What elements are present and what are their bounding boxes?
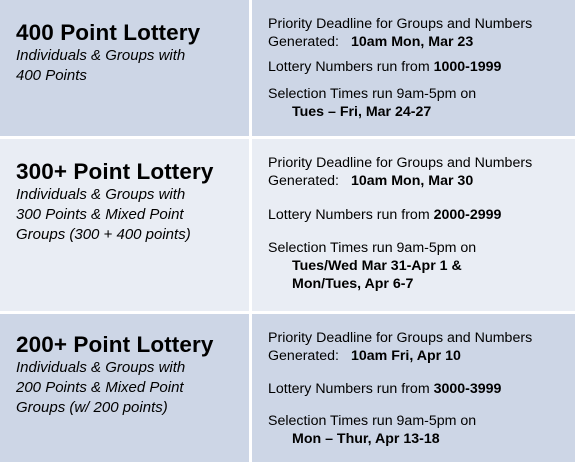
lottery-title: 400 Point Lottery [16, 20, 201, 45]
lottery-eligibility: Individuals & Groups with [16, 359, 186, 376]
numbers-label: Lottery Numbers run from [268, 59, 430, 75]
lottery-eligibility: Individuals & Groups with [16, 186, 186, 203]
lottery-eligibility: 300 Points & Mixed Point [16, 206, 184, 223]
deadline-line [268, 172, 473, 190]
deadline-line [268, 347, 461, 365]
lottery-name-cell [0, 139, 252, 311]
lottery-row-400 [0, 0, 575, 136]
lottery-details-cell [252, 314, 575, 462]
lottery-eligibility: 200 Points & Mixed Point [16, 379, 184, 396]
lottery-name-cell [0, 0, 252, 136]
deadline-label: Generated: [268, 348, 339, 364]
numbers-line [268, 380, 501, 398]
numbers-label: Lottery Numbers run from [268, 207, 430, 223]
selection-dates: Tues/Wed Mar 31-Apr 1 & [292, 258, 462, 274]
numbers-line [268, 58, 501, 76]
lottery-details-cell [252, 139, 575, 311]
lottery-title: 300+ Point Lottery [16, 159, 214, 184]
deadline-label: Generated: [268, 34, 339, 50]
lottery-title: 200+ Point Lottery [16, 332, 214, 357]
selection-label: Selection Times run 9am-5pm on [268, 86, 477, 102]
lottery-eligibility: Groups (w/ 200 points) [16, 399, 168, 416]
selection-dates: Mon/Tues, Apr 6-7 [292, 276, 414, 292]
lottery-row-300 [0, 139, 575, 311]
numbers-range: 3000-3999 [433, 381, 502, 397]
lottery-name-cell [0, 314, 252, 462]
deadline-label: Priority Deadline for Groups and Numbers [268, 16, 533, 32]
deadline-value: 10am Mon, Mar 23 [351, 34, 474, 50]
deadline-label: Generated: [268, 173, 339, 189]
lottery-eligibility: Individuals & Groups with [16, 47, 186, 64]
lottery-eligibility: 400 Points [16, 67, 87, 84]
selection-label: Selection Times run 9am-5pm on [268, 240, 477, 256]
deadline-value: 10am Fri, Apr 10 [351, 348, 461, 364]
numbers-line [268, 206, 501, 224]
lottery-eligibility: Groups (300 + 400 points) [16, 226, 191, 243]
lottery-row-200 [0, 314, 575, 462]
selection-dates: Tues – Fri, Mar 24-27 [292, 104, 432, 120]
numbers-range: 2000-2999 [433, 207, 502, 223]
deadline-value: 10am Mon, Mar 30 [351, 173, 474, 189]
selection-label: Selection Times run 9am-5pm on [268, 413, 477, 429]
deadline-label: Priority Deadline for Groups and Numbers [268, 155, 533, 171]
selection-dates: Mon – Thur, Apr 13-18 [292, 431, 440, 447]
deadline-line [268, 33, 473, 51]
numbers-label: Lottery Numbers run from [268, 381, 430, 397]
deadline-label: Priority Deadline for Groups and Numbers [268, 330, 533, 346]
numbers-range: 1000-1999 [433, 59, 502, 75]
lottery-details-cell [252, 0, 575, 136]
